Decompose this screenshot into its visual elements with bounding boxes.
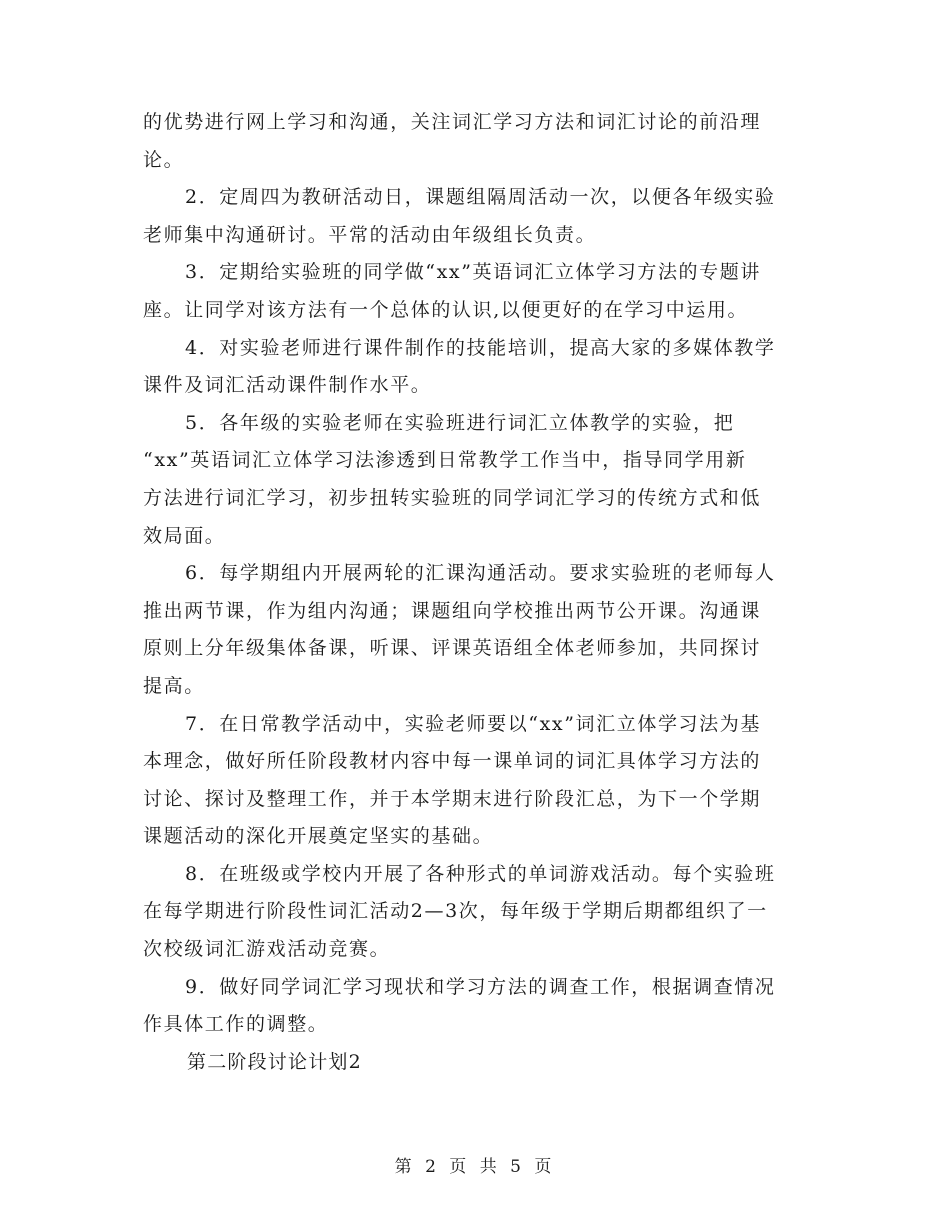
text-line: 4．对实验老师进行课件制作的技能培训，提高大家的多媒体教学 xyxy=(185,336,776,359)
text-line: 7．在日常教学活动中，实验老师要以“xx”词汇立体学习法为基 xyxy=(185,712,761,735)
text-line: 6．每学期组内开展两轮的汇课沟通活动。要求实验班的老师每人 xyxy=(185,562,776,585)
text-line: 老师集中沟通研讨。平常的活动由年级组长负责。 xyxy=(143,223,597,246)
paragraph-item-8 xyxy=(143,856,811,969)
paragraph-item-9 xyxy=(143,969,811,1044)
text-line: 讨论、探讨及整理工作，并于本学期末进行阶段汇总，为下一个学期 xyxy=(143,787,762,810)
paragraph-item-5 xyxy=(143,405,811,555)
document-body xyxy=(143,104,811,1081)
paragraph-item-3 xyxy=(143,254,811,329)
text-line: 8．在班级或学校内开展了各种形式的单词游戏活动。每个实验班 xyxy=(185,862,776,885)
text-line: 的优势进行网上学习和沟通，关注词汇学习方法和词汇讨论的前沿理 xyxy=(143,111,762,133)
text-line: 3．定期给实验班的同学做“xx”英语词汇立体学习方法的专题讲 xyxy=(185,261,761,284)
text-line: 次校级词汇游戏活动竞赛。 xyxy=(143,938,391,961)
text-line: 在每学期进行阶段性词汇活动2—3次，每年级于学期后期都组织了一 xyxy=(143,900,768,923)
text-line: 课题活动的深化开展奠定坚实的基础。 xyxy=(143,825,494,848)
text-line: 作具体工作的调整。 xyxy=(143,1013,329,1036)
paragraph-item-6 xyxy=(143,555,811,705)
text-line: 座。让同学对该方法有一个总体的认识,以便更好的在学习中运用。 xyxy=(143,298,749,321)
section-heading: 第二阶段讨论计划2 xyxy=(187,1050,362,1073)
paragraph-item-4 xyxy=(143,330,811,405)
text-line: 效局面。 xyxy=(143,524,226,547)
text-line: “xx”英语词汇立体学习法渗透到日常教学工作当中，指导同学用新 xyxy=(143,449,747,472)
text-line: 9．做好同学词汇学习现状和学习方法的调查工作，根据调查情况 xyxy=(185,975,776,998)
page-number-footer: 第 2 页 共 5 页 xyxy=(394,1157,556,1177)
text-line: 5．各年级的实验老师在实验班进行词汇立体教学的实验，把 xyxy=(185,411,735,434)
text-line: 原则上分年级集体备课，听课、评课英语组全体老师参加，共同探讨 xyxy=(143,637,762,660)
paragraph-item-2 xyxy=(143,179,811,254)
text-line: 课件及词汇活动课件制作水平。 xyxy=(143,374,432,397)
paragraph-item-7 xyxy=(143,706,811,856)
text-line: 方法进行词汇学习，初步扭转实验班的同学词汇学习的传统方式和低 xyxy=(143,486,762,509)
text-line: 论。 xyxy=(143,148,185,171)
text-line: 提高。 xyxy=(143,674,205,697)
paragraph-continuation xyxy=(143,104,811,179)
text-line: 推出两节课，作为组内沟通；课题组向学校推出两节公开课。沟通课 xyxy=(143,599,762,622)
text-line: 2．定周四为教研活动日，课题组隔周活动一次，以便各年级实验 xyxy=(185,186,776,209)
text-line: 本理念，做好所任阶段教材内容中每一课单词的词汇具体学习方法的 xyxy=(143,750,762,773)
